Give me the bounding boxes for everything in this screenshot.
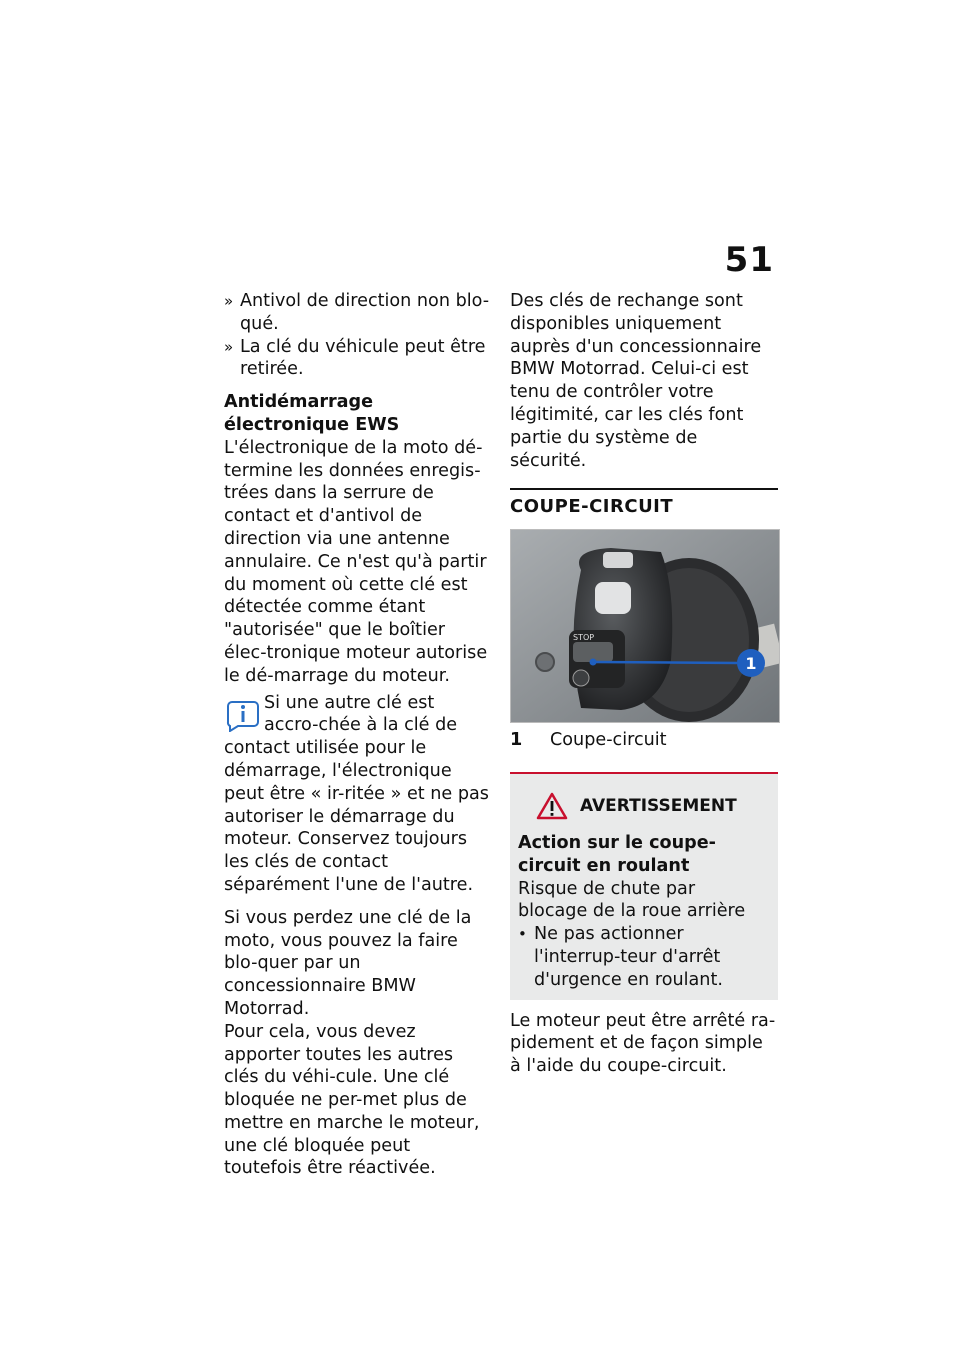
bullet-text: Antivol de direction non blo- qué. [240, 291, 490, 334]
switch-label: STOP [573, 633, 595, 643]
bullet-mark: » [224, 337, 234, 356]
paragraph: Des clés de rechange sont disponibles uniquement auprès d'un concessionnaire BMW Motorrad. Celui-ci est tenu de contrôler votre légitimité, car les clés font partie du système de sécurité. [510, 291, 762, 471]
info-icon [226, 698, 260, 732]
handlebar-illustration [511, 530, 779, 722]
list-item [224, 290, 490, 336]
warning-title: AVERTISSEMENT [580, 795, 737, 816]
bullet-text: La clé du véhicule peut être retirée. [240, 336, 486, 380]
callout-number: 1 [745, 654, 757, 674]
bullet-mark: • [518, 925, 527, 944]
kill-switch-photo [510, 529, 780, 723]
paragraph: Le moteur peut être arrêté ra-pidement et de façon simple à l'aide du coupe-circuit. [510, 1010, 776, 1077]
legend-label: Coupe-circuit [550, 730, 667, 751]
info-note [224, 692, 490, 897]
left-column [224, 290, 490, 1180]
info-text: Si une autre clé est accro-chée à la clé de contact utilisée pour le démarrage, l'électronique peut être « ir-ritée » et ne pas autoriser le démarrage du moteur. Conservez toujours les clés de contact séparément l'une de l'autre. [224, 692, 489, 895]
paragraph: Si vous perdez une clé de la moto, vous pouvez la faire blo-quer par un concessionnaire BMW Motorrad. [224, 907, 472, 1019]
section-title: COUPE-CIRCUIT [510, 496, 674, 518]
bullet-text: Ne pas actionner l'interrup-teur d'arrêt d'urgence en roulant. [534, 924, 723, 990]
page-number: 51 [724, 240, 774, 280]
warning-text: Risque de chute par blocage de la roue arrière [518, 878, 746, 922]
warning-box [510, 772, 778, 1000]
list-item [518, 923, 768, 991]
warning-header [536, 792, 768, 820]
list-item [224, 336, 490, 382]
section-divider [510, 488, 778, 490]
legend-number: 1 [510, 730, 523, 751]
warning-subtitle: Action sur le coupe-circuit en roulant [518, 832, 716, 876]
figure-legend [510, 729, 778, 752]
paragraph: L'électronique de la moto dé-termine les données enregis-trées dans la serrure de contact et d'antivol de direction via une antenne annulaire. Ce n'est qu'à partir du moment où cette clé est détectée comme étant "autorisée" que le boîtier élec-tronique moteur autorise le dé-marrage du moteur. [224, 437, 488, 686]
warning-triangle-icon [536, 792, 568, 820]
bullet-mark: » [224, 292, 234, 310]
section-heading-ews: Antidémarrage électronique EWS [224, 392, 400, 435]
right-column [510, 290, 778, 1078]
callout-line [593, 662, 739, 663]
paragraph: Pour cela, vous devez apporter toutes les autres clés du véhi-cule. Une clé bloquée ne per-met plus de mettre en marche le moteur, une clé bloquée peut toutefois être réactivée. [224, 1021, 480, 1179]
